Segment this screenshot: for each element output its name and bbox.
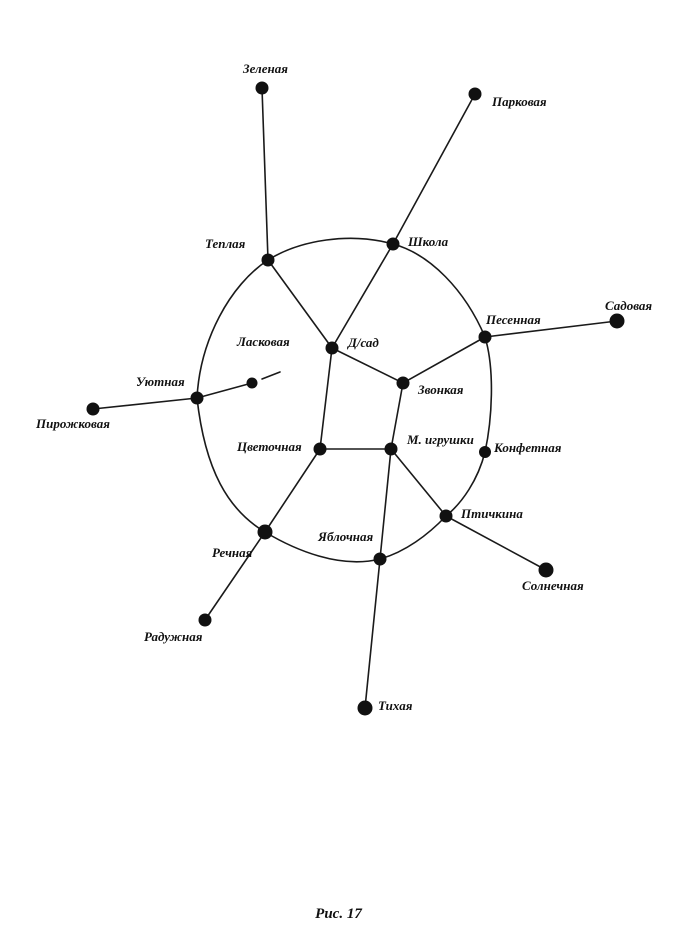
label-rechnaya: Речная xyxy=(212,545,253,560)
node-konfetnaya xyxy=(479,446,491,458)
label-tikhaya: Тихая xyxy=(378,698,413,713)
edge-ptichkina-solnechnaya xyxy=(446,516,546,570)
node-ptichkina xyxy=(440,510,453,523)
node-teplaya xyxy=(262,254,275,267)
node-uyutnaya xyxy=(191,392,204,405)
edge-dsad-tsvetochnaya xyxy=(320,348,332,449)
label-yablochnaya: Яблочная xyxy=(318,529,374,544)
label-teplaya: Теплая xyxy=(205,236,246,251)
node-raduzhnaya xyxy=(199,614,212,627)
edge-uyutnaya-laskovaya xyxy=(197,383,252,398)
node-dsad xyxy=(326,342,339,355)
node-parkovaya xyxy=(469,88,482,101)
edges-layer xyxy=(93,88,617,708)
label-ptichkina: Птичкина xyxy=(461,506,523,521)
label-migrushki: М. игрушки xyxy=(407,432,474,447)
node-migrushki xyxy=(385,443,398,456)
edge-pesennaya-zvonkaya xyxy=(403,337,485,383)
node-tikhaya xyxy=(358,701,373,716)
node-laskovaya xyxy=(247,378,258,389)
edge-dsad-zvonkaya xyxy=(332,348,403,383)
edge-parkovaya-shkola xyxy=(393,94,475,244)
label-raduzhnaya: Радужная xyxy=(144,629,203,644)
node-yablochnaya xyxy=(374,553,387,566)
figure-caption: Рис. 17 xyxy=(315,906,362,922)
edge-dash-segment xyxy=(262,372,280,379)
edge-shkola-dsad xyxy=(332,244,393,348)
node-solnechnaya xyxy=(539,563,554,578)
label-shkola: Школа xyxy=(408,234,449,249)
label-tsvetochnaya: Цветочная xyxy=(237,439,302,454)
nodes-layer xyxy=(87,82,625,716)
edge-yablochnaya-tikhaya xyxy=(365,559,380,708)
node-tsvetochnaya xyxy=(314,443,327,456)
label-zvonkaya: Звонкая xyxy=(418,382,464,397)
node-shkola xyxy=(387,238,400,251)
label-konfetnaya: Конфетная xyxy=(494,440,562,455)
node-zelenaya xyxy=(256,82,269,95)
node-pesennaya xyxy=(479,331,492,344)
node-sadovaya xyxy=(610,314,625,329)
label-sadovaya: Садовая xyxy=(605,298,653,313)
edge-zvonkaya-migrushki xyxy=(391,383,403,449)
label-uyutnaya: Уютная xyxy=(136,374,185,389)
edge-zelenaya-teplaya xyxy=(262,88,268,260)
edge-migrushki-yablochnaya xyxy=(380,449,391,559)
labels-layer xyxy=(35,61,652,713)
label-pirozhkovaya: Пирожковая xyxy=(36,416,110,431)
edge-uyutnaya-pirozhkovaya xyxy=(93,398,197,409)
label-laskovaya: Ласковая xyxy=(237,334,290,349)
label-dsad: Д/сад xyxy=(348,335,379,350)
label-parkovaya: Парковая xyxy=(492,94,547,109)
edge-tsvetochnaya-rechnaya xyxy=(265,449,320,532)
node-pirozhkovaya xyxy=(87,403,100,416)
edge-migrushki-ptichkina xyxy=(391,449,446,516)
label-zelenaya: Зеленая xyxy=(243,61,288,76)
label-solnechnaya: Солнечная xyxy=(522,578,584,593)
label-pesennaya: Песенная xyxy=(486,312,541,327)
node-rechnaya xyxy=(258,525,273,540)
node-zvonkaya xyxy=(397,377,410,390)
